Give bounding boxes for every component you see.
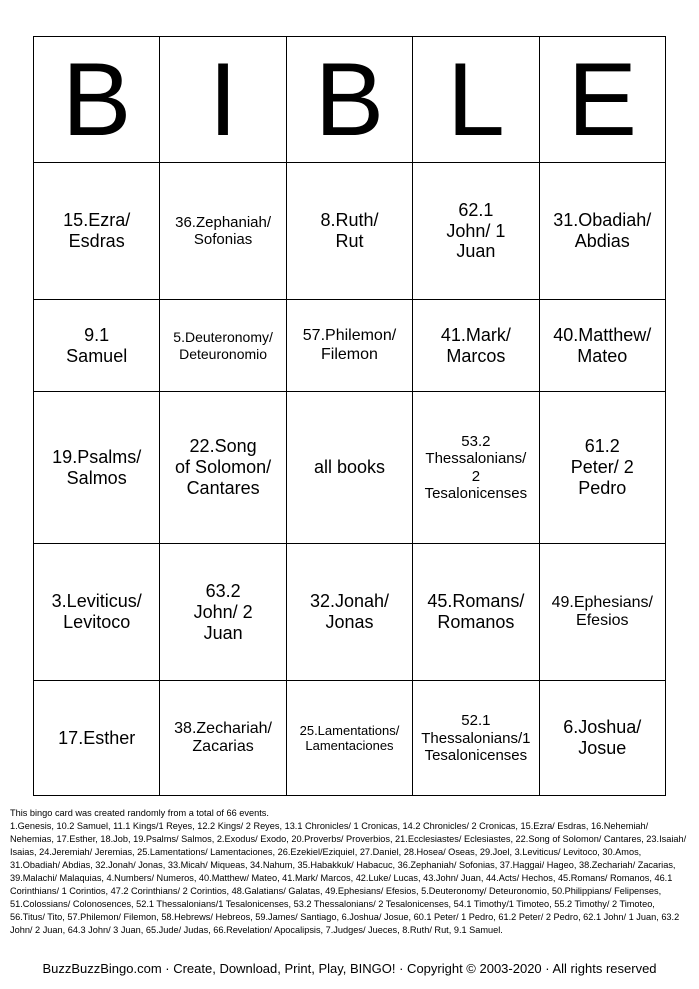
bingo-cell[interactable]: 53.2 Thessalonians/ 2 Tesalonicenses <box>413 392 539 544</box>
bingo-cell[interactable]: 3.Leviticus/ Levitoco <box>34 544 160 681</box>
event-list-note <box>10 807 692 937</box>
card-row-5 <box>34 681 666 796</box>
note-intro: This bingo card was created randomly from a total of 66 events. <box>10 808 269 818</box>
footer-copyright: BuzzBuzzBingo.com · Create, Download, Print, Play, BINGO! · Copyright © 2003-2020 · All rights reserved <box>42 961 657 976</box>
header-letter-l: L <box>413 37 539 163</box>
free-space-cell[interactable]: all books <box>286 392 412 544</box>
bingo-cell[interactable]: 49.Ephesians/ Efesios <box>539 544 665 681</box>
card-row-4 <box>34 544 666 681</box>
bingo-cell[interactable]: 5.Deuteronomy/ Deteuronomio <box>160 300 286 392</box>
bingo-cell[interactable]: 22.Song of Solomon/ Cantares <box>160 392 286 544</box>
bingo-cell[interactable]: 19.Psalms/ Salmos <box>34 392 160 544</box>
card-row-3 <box>34 392 666 544</box>
bingo-cell[interactable]: 32.Jonah/ Jonas <box>286 544 412 681</box>
bingo-cell[interactable]: 40.Matthew/ Mateo <box>539 300 665 392</box>
bingo-cell[interactable]: 8.Ruth/ Rut <box>286 163 412 300</box>
card-row-2 <box>34 300 666 392</box>
header-letter-e: E <box>539 37 665 163</box>
bingo-cell[interactable]: 15.Ezra/ Esdras <box>34 163 160 300</box>
header-row <box>34 37 666 163</box>
header-letter-b1: B <box>34 37 160 163</box>
note-events: 1.Genesis, 10.2 Samuel, 11.1 Kings/1 Reyes, 12.2 Kings/ 2 Reyes, 13.1 Chronicles/ 1 Cronicas, 14.2 Chronicles/ 2 Cronicas, 15.Ezra/ Esdras, 16.Nehemiah/ Nehemias, 17.Esther, 18.Job, 19.Psalms/ Salmos, 2.Exodus/ Exodo, 20.Proverbs/ Proverbios, 21.Ecclesiastes/ Eclesiastes, 22.Song of Solomon/ Cantares, 23.Isaiah/ Isaias, 24.Jeremiah/ Jeremias, 25.Lamentations/ Lamentaciones, 26.Ezekiel/Eziquiel, 27.Daniel, 28.Hosea/ Oseas, 29.Joel, 3.Leviticus/ Levitoco, 30.Amos, 31.Obadiah/ Abdias, 32.Jonah/ Jonas, 33.Micah/ Miqueas, 34.Nahum, 35.Habakkuk/ Habacuc, 36.Zephaniah/ Sofonias, 37.Haggai/ Hageo, 38.Zechariah/ Zacarias, 39.Malachi/ Malaquias, 4.Numbers/ Numeros, 40.Matthew/ Mateo, 41.Mark/ Marcos, 42.Luke/ Lucas, 43.John/ Juan, 44.Acts/ Hechos, 45.Romans/ Romanos, 46.1 Corinthians/ 1 Corintios, 47.2 Corinthians/ 2 Corintios, 48.Galatians/ Galatas, 49.Ephesians/ Efesios, 5.Deuteronomy/ Deteuronomio, 50.Philippians/ Felipenses, 51.Colossians/ Colonosences, 52.1 Thessalonians/1 Tesalonicenses, 53.2 Thessalonians/ 2 Tesalonicenses, 54.1 Timothy/1 Timoteo, 55.2 Timothy/ 2 Timoteo, 56.Titus/ Tito, 57.Philemon/ Filemon, 58.Hebrews/ Hebreos, 59.James/ Santiago, 6.Joshua/ Josue, 60.1 Peter/ 1 Pedro, 61.2 Peter/ 2 Pedro, 62.1 John/ 1 Juan, 63.2 John/ 2 Juan, 64.3 John/ 3 Juan, 65.Jude/ Judas, 66.Revelation/ Apocalipsis, 7.Judges/ Jueces, 8.Ruth/ Rut, 9.1 Samuel. <box>10 821 687 935</box>
bingo-cell[interactable]: 63.2 John/ 2 Juan <box>160 544 286 681</box>
bingo-cell[interactable]: 38.Zechariah/ Zacarias <box>160 681 286 796</box>
bingo-cell[interactable]: 45.Romans/ Romanos <box>413 544 539 681</box>
bingo-cell[interactable]: 52.1 Thessalonians/1 Tesalonicenses <box>413 681 539 796</box>
bingo-cell[interactable]: 41.Mark/ Marcos <box>413 300 539 392</box>
bingo-cell[interactable]: 62.1 John/ 1 Juan <box>413 163 539 300</box>
bingo-cell[interactable]: 9.1 Samuel <box>34 300 160 392</box>
card-row-1 <box>34 163 666 300</box>
bingo-cell[interactable]: 36.Zephaniah/ Sofonias <box>160 163 286 300</box>
bingo-cell[interactable]: 17.Esther <box>34 681 160 796</box>
bingo-cell[interactable]: 6.Joshua/ Josue <box>539 681 665 796</box>
bingo-cell[interactable]: 31.Obadiah/ Abdias <box>539 163 665 300</box>
header-letter-i: I <box>160 37 286 163</box>
bingo-card <box>33 36 666 796</box>
bingo-cell[interactable]: 57.Philemon/ Filemon <box>286 300 412 392</box>
header-letter-b2: B <box>286 37 412 163</box>
bingo-cell[interactable]: 61.2 Peter/ 2 Pedro <box>539 392 665 544</box>
bingo-cell[interactable]: 25.Lamentations/ Lamentaciones <box>286 681 412 796</box>
